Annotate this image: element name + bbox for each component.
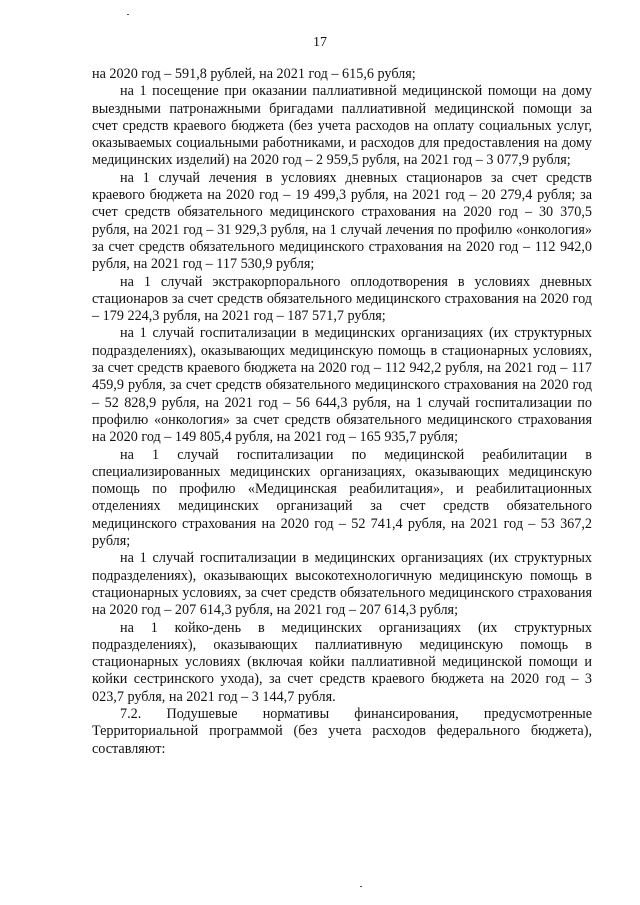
paragraph-day-hospital: на 1 случай лечения в условиях дневных стационаров за счет средств краевого бюджета на 2020 год – 19 499,3 рубля, на 2021 год – 20 279,4 рубля; за счет средств обязательного медицинского страхования на 2020 год – 30 370,5 рубля, на 2021 год – 31 929,3 рубля, на 1 случай лечения по профилю «онкология» за счет средств обязательного медицинского страхования на 2020 год – 112 942,0 рубля, на 2021 год – 117 530,9 рубля; [92, 169, 592, 273]
page-number: 17 [313, 35, 327, 50]
scan-artifact [127, 14, 129, 15]
paragraph-continuation: на 2020 год – 591,8 рублей, на 2021 год – 615,6 рубля; [92, 66, 416, 82]
scan-artifact [360, 886, 362, 887]
paragraph-ivf: на 1 случай экстракорпорального оплодотворения в условиях дневных стационаров за счет средств обязательного медицинского страхования на 2020 год – 179 224,3 рубля, на 2021 год – 187 571,7 рубля; [92, 273, 592, 325]
paragraph-section-7-2: 7.2. Подушевые нормативы финансирования, предусмотренные Территориальной программой (без учета расходов федерального бюджета), составляют: [92, 705, 592, 757]
paragraph-bed-day: на 1 койко-день в медицинских организациях (их структурных подразделениях), оказывающих паллиативную медицинскую помощь в стационарных условиях (включая койки паллиативной медицинской помощи и койки сестринского ухода), за счет средств краевого бюджета на 2020 год – 3 023,7 рубля, на 2021 год – 3 144,7 рубля. [92, 619, 592, 705]
paragraph-palliative-home-visit: на 1 посещение при оказании паллиативной медицинской помощи на дому выездными патронажными бригадами паллиативной медицинской помощи за счет средств краевого бюджета (без учета расходов на оплату социальных услуг, оказываемых социальными работниками, и расходов для предоставления на дому медицинских изделий) на 2020 год – 2 959,5 рубля, на 2021 год – 3 077,9 рубля; [92, 83, 592, 169]
paragraph-hospitalization: на 1 случай госпитализации в медицинских организациях (их структурных подразделениях), оказывающих медицинскую помощь в стационарных условиях, за счет средств краевого бюджета на 2020 год – 112 942,2 рубля, на 2021 год – 117 459,9 рубля, за счет средств обязательного медицинского страхования на 2020 год – 52 828,9 рубля, на 2021 год – 56 644,3 рубля, на 1 случай госпитализации по профилю «онкология» за счет средств обязательного медицинского страхования на 2020 год – 149 805,4 рубля, на 2021 год – 165 935,7 рубля; [92, 325, 592, 446]
document-body [92, 66, 592, 758]
paragraph-high-tech-care: на 1 случай госпитализации в медицинских организациях (их структурных подразделениях), оказывающих высокотехнологичную медицинскую помощь в стационарных условиях, за счет средств обязательного медицинского страхования на 2020 год – 207 614,3 рубля, на 2021 год – 207 614,3 рубля; [92, 550, 592, 619]
paragraph-rehabilitation: на 1 случай госпитализации по медицинской реабилитации в специализированных медицинских организациях, оказывающих медицинскую помощь по профилю «Медицинская реабилитация», и реабилитационных отделениях медицинских организаций за счет средств обязательного медицинского страхования на 2020 год – 52 741,4 рубля, на 2021 год – 53 367,2 рубля; [92, 446, 592, 550]
